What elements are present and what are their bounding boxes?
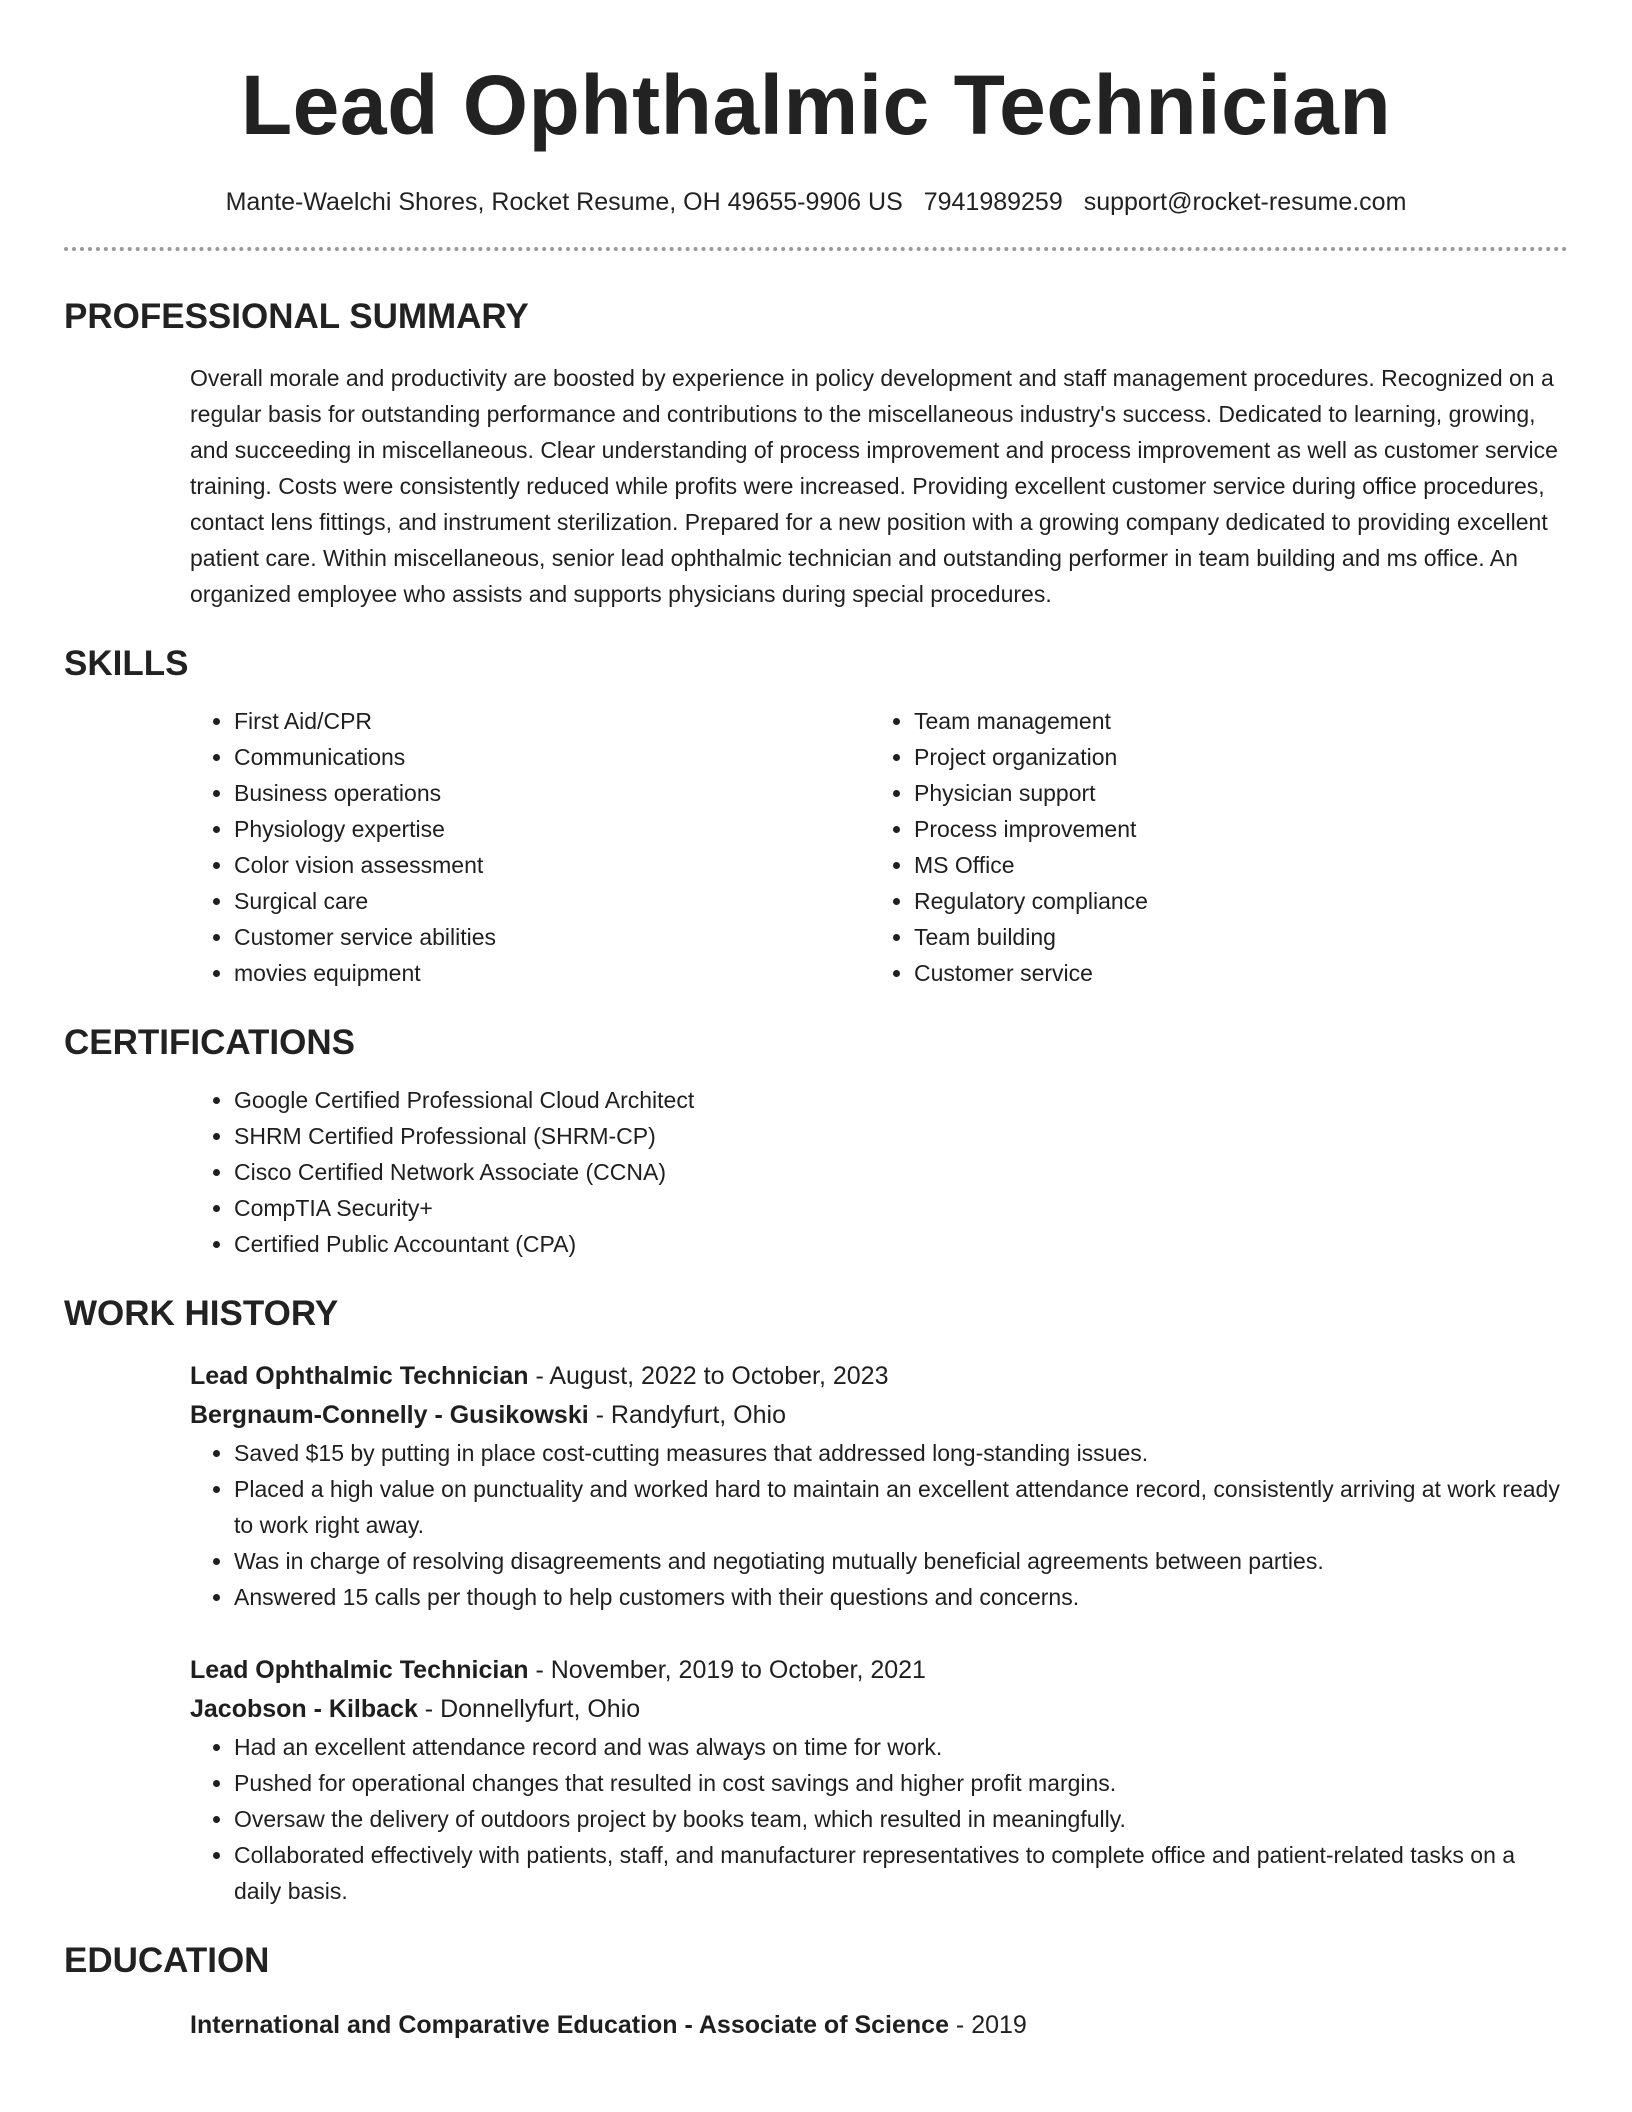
job-company-line — [190, 1396, 1568, 1435]
job-bullets — [190, 1729, 1568, 1909]
job-bullet: • Saved $15 by putting in place cost-cutting measures that addressed long-standing issues. — [234, 1435, 1568, 1471]
certifications-list — [190, 1082, 1568, 1262]
job-bullet: • Oversaw the delivery of outdoors project by books team, which resulted in meaningfully. — [234, 1801, 1568, 1837]
education-year: - 2019 — [948, 2011, 1027, 2039]
job-bullet: • Was in charge of resolving disagreements and negotiating mutually beneficial agreements between parties. — [234, 1543, 1568, 1579]
education-entry — [190, 2007, 1568, 2043]
email-text: support@rocket-resume.com — [1083, 188, 1407, 216]
skills-heading: SKILLS — [64, 644, 189, 683]
skill-item: • Customer service — [914, 955, 1550, 991]
certification-item: • Cisco Certified Network Associate (CCNA) — [234, 1154, 1568, 1190]
job-dates: - November, 2019 to October, 2021 — [528, 1656, 926, 1684]
skill-item: • Surgical care — [234, 883, 870, 919]
skill-item: • Process improvement — [914, 811, 1550, 847]
skill-item: • Color vision assessment — [234, 847, 870, 883]
address-text: Mante-Waelchi Shores, Rocket Resume, OH 49655-9906 US — [225, 188, 903, 216]
job-location: - Randyfurt, Ohio — [588, 1401, 786, 1429]
skill-item: • Team management — [914, 703, 1550, 739]
header-divider — [64, 247, 1568, 251]
certification-item: • CompTIA Security+ — [234, 1190, 1568, 1226]
skill-item: • MS Office — [914, 847, 1550, 883]
job-entry — [190, 1357, 1568, 1615]
skill-item: • Communications — [234, 739, 870, 775]
job-company: Jacobson - Kilback — [190, 1695, 418, 1723]
job-entry — [190, 1651, 1568, 1909]
skill-item: • Physician support — [914, 775, 1550, 811]
certification-item: • Google Certified Professional Cloud Architect — [234, 1082, 1568, 1118]
skill-item: • Team building — [914, 919, 1550, 955]
job-bullet: • Answered 15 calls per though to help customers with their questions and concerns. — [234, 1579, 1568, 1615]
skills-list-left — [190, 703, 870, 991]
job-bullets — [190, 1435, 1568, 1615]
skills-grid — [190, 703, 1568, 991]
resume-page — [64, 0, 1568, 2043]
job-company-line — [190, 1690, 1568, 1729]
job-role: Lead Ophthalmic Technician — [190, 1362, 529, 1390]
skill-item: • Physiology expertise — [234, 811, 870, 847]
certifications-heading: CERTIFICATIONS — [64, 1023, 356, 1062]
candidate-name: Lead Ophthalmic Technician — [240, 58, 1392, 152]
job-bullet: • Had an excellent attendance record and was always on time for work. — [234, 1729, 1568, 1765]
job-role: Lead Ophthalmic Technician — [190, 1656, 529, 1684]
certification-item: • SHRM Certified Professional (SHRM-CP) — [234, 1118, 1568, 1154]
education-degree: International and Comparative Education - Associate of Science — [190, 2011, 949, 2039]
summary-text: Overall morale and productivity are boosted by experience in policy development and staff management procedures. Recognized on a regular basis for outstanding performance and contributions to the miscellaneous industry's success. Dedicated to learning, growing, and succeeding in miscellaneous. Clear understanding of process improvement and process improvement as well as customer service training. Costs were consistently reduced while profits were increased. Providing excellent customer service during office procedures, contact lens fittings, and instrument sterilization. Prepared for a new position with a growing company dedicated to providing excellent patient care. Within miscellaneous, senior lead ophthalmic technician and outstanding performer in team building and ms office. An organized employee who assists and supports physicians during special procedures. — [190, 365, 1558, 607]
skill-item: • Project organization — [914, 739, 1550, 775]
skills-list-right — [870, 703, 1550, 991]
job-bullet: • Placed a high value on punctuality and worked hard to maintain an excellent attendance record, consistently arriving at work ready to work right away. — [234, 1471, 1568, 1543]
skills-column-right — [870, 703, 1550, 991]
skill-item: • Business operations — [234, 775, 870, 811]
summary-heading: PROFESSIONAL SUMMARY — [64, 297, 529, 336]
phone-text: 7941989259 — [923, 188, 1063, 216]
skill-item: • Regulatory compliance — [914, 883, 1550, 919]
skill-item: • movies equipment — [234, 955, 870, 991]
contact-line — [64, 186, 1568, 218]
skills-column-left — [190, 703, 870, 991]
job-dates: - August, 2022 to October, 2023 — [528, 1362, 889, 1390]
job-company: Bergnaum-Connelly - Gusikowski — [190, 1401, 589, 1429]
work-history-heading: WORK HISTORY — [64, 1294, 339, 1333]
skill-item: • First Aid/CPR — [234, 703, 870, 739]
job-bullet: • Pushed for operational changes that resulted in cost savings and higher profit margins. — [234, 1765, 1568, 1801]
education-heading: EDUCATION — [64, 1941, 270, 1980]
job-title-line — [190, 1651, 1568, 1690]
job-bullet: • Collaborated effectively with patients, staff, and manufacturer representatives to complete office and patient-related tasks on a daily basis. — [234, 1837, 1568, 1909]
skill-item: • Customer service abilities — [234, 919, 870, 955]
job-title-line — [190, 1357, 1568, 1396]
job-location: - Donnellyfurt, Ohio — [417, 1695, 641, 1723]
certification-item: • Certified Public Accountant (CPA) — [234, 1226, 1568, 1262]
